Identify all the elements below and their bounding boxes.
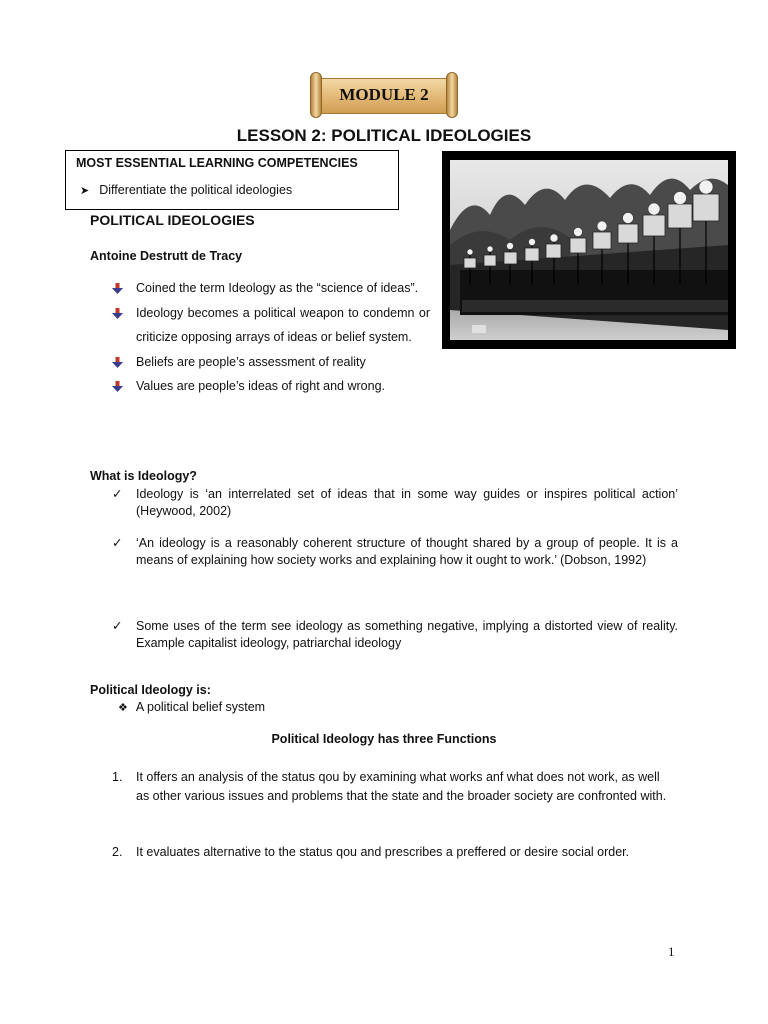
- diamond-bullet-icon: ❖: [118, 702, 128, 714]
- list-item: [112, 768, 672, 805]
- lesson-title: LESSON 2: POLITICAL IDEOLOGIES: [236, 126, 532, 145]
- bullet-text: Coined the term Ideology as the “science of ideas”.: [136, 281, 419, 295]
- item-number: 2.: [112, 845, 123, 859]
- section-heading: POLITICAL IDEOLOGIES: [90, 212, 255, 228]
- list-item: [112, 618, 678, 651]
- parade-photo: [442, 151, 736, 349]
- arrow-down-bullet-icon: [112, 308, 123, 319]
- arrow-down-bullet-icon: [112, 381, 123, 392]
- function-text: It evaluates alternative to the status qou and prescribes a preffered or desire social order.: [136, 845, 630, 859]
- item-number: 1.: [112, 770, 123, 784]
- list-item: [118, 700, 265, 714]
- function-text: It offers an analysis of the status qou by examining what works anf what does not work, as well as other various issues and problems that the state and the broader society are confronted with.: [136, 770, 667, 803]
- bullet-text: Ideology becomes a political weapon to condemn or criticize opposing arrays of ideas or belief system.: [136, 305, 430, 344]
- list-item: [112, 486, 678, 519]
- political-ideology-heading: Political Ideology is:: [90, 683, 211, 697]
- module-banner: [310, 72, 458, 118]
- what-is-heading: What is Ideology?: [90, 469, 197, 483]
- list-item: [112, 843, 672, 862]
- competency-item: [80, 183, 292, 197]
- competency-text: Differentiate the political ideologies: [99, 183, 293, 197]
- checkmark-icon: ✓: [112, 536, 123, 550]
- person-heading: Antoine Destrutt de Tracy: [90, 249, 243, 263]
- module-label: MODULE 2: [339, 85, 429, 104]
- definition-text: ‘An ideology is a reasonably coherent structure of thought shared by a group of people. It is a means of explaining how society works and explaining how it ought to work.’ (Dobson, 1992): [136, 536, 678, 567]
- checkmark-icon: ✓: [112, 619, 123, 633]
- competencies-box: [65, 150, 399, 210]
- competencies-heading: MOST ESSENTIAL LEARNING COMPETENCIES: [76, 156, 358, 170]
- list-item: [112, 301, 430, 350]
- arrow-down-bullet-icon: [112, 357, 123, 368]
- bullet-text: Values are people’s ideas of right and wrong.: [136, 379, 386, 393]
- bullet-text: Beliefs are people’s assessment of reality: [136, 354, 366, 369]
- definition-text: Some uses of the term see ideology as something negative, implying a distorted view of reality. Example capitalist ideology, patriarchal ideology: [136, 619, 678, 650]
- parade-photo-image: [450, 160, 728, 340]
- political-ideology-text: A political belief system: [135, 700, 266, 714]
- arrow-down-bullet-icon: [112, 283, 123, 294]
- tracy-bullet-list: [112, 276, 430, 399]
- list-item: [112, 350, 430, 375]
- definition-text: Ideology is ‘an interrelated set of ideas that in some way guides or inspires political action’ (Heywood, 2002): [136, 487, 678, 518]
- arrow-bullet-icon: ➤: [80, 185, 90, 197]
- list-item: [112, 374, 430, 399]
- list-item: [112, 276, 430, 301]
- checkmark-icon: ✓: [112, 487, 123, 501]
- page-number: 1: [668, 944, 675, 959]
- list-item: [112, 535, 678, 568]
- functions-heading: Political Ideology has three Functions: [271, 732, 497, 746]
